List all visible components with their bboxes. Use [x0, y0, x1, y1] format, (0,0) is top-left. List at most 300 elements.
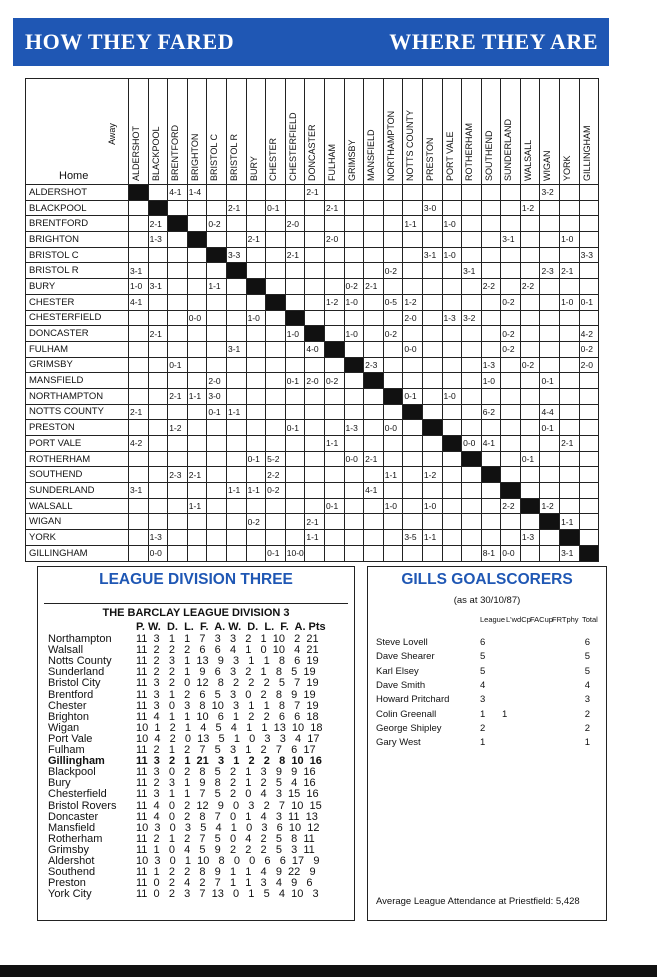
- league-team: Walsall: [48, 645, 84, 657]
- result-cell: [324, 247, 344, 263]
- result-cell: [422, 232, 442, 248]
- league-row: [48, 678, 319, 689]
- result-cell: [305, 388, 325, 404]
- column-team-name: GILLINGHAM: [581, 125, 592, 181]
- row-team-name: DONCASTER: [26, 326, 129, 342]
- result-cell: [129, 514, 149, 530]
- result-cell: 2-1: [364, 279, 384, 295]
- result-cell: [501, 467, 521, 483]
- result-cell: [246, 388, 266, 404]
- result-cell: [266, 341, 286, 357]
- grid-column-header: [324, 79, 344, 185]
- result-cell: [364, 420, 384, 436]
- league-stats: 11 4 1 1 10 6 1 2 2 6 6 18: [136, 710, 319, 723]
- column-team-name: BURY: [248, 156, 259, 181]
- scorer-name: George Shipley: [376, 722, 442, 734]
- scorer-total: 3: [584, 694, 590, 706]
- scorer-row: [376, 709, 590, 720]
- result-cell: [520, 404, 540, 420]
- results-grid: [25, 78, 599, 562]
- result-cell: 3-2: [540, 185, 560, 201]
- result-cell: [324, 279, 344, 295]
- result-cell: [481, 232, 501, 248]
- result-cell: 4-1: [129, 294, 149, 310]
- scorer-row: [376, 651, 590, 662]
- result-cell: 1-1: [226, 404, 246, 420]
- league-team: Bury: [48, 778, 71, 790]
- grid-column-header: [579, 79, 599, 185]
- league-header-stats: P. W. D. L. F. A. W. D. L. F. A. Pts: [136, 621, 326, 633]
- result-cell: [462, 530, 482, 546]
- result-cell: [364, 404, 384, 420]
- result-cell: [226, 357, 246, 373]
- league-team: Bristol Rovers: [48, 800, 117, 812]
- result-cell: 2-1: [364, 451, 384, 467]
- result-cell: [364, 436, 384, 452]
- result-cell: [560, 185, 580, 201]
- blank-diagonal-cell: [324, 341, 344, 357]
- result-cell: [187, 341, 207, 357]
- column-team-name: MANSFIELD: [366, 129, 377, 181]
- result-cell: [285, 404, 305, 420]
- result-cell: [168, 200, 188, 216]
- result-cell: [129, 216, 149, 232]
- league-team: Port Vale: [48, 733, 93, 745]
- league-team: Brentford: [48, 689, 94, 701]
- result-cell: 0-1: [540, 373, 560, 389]
- result-cell: 0-2: [383, 263, 403, 279]
- row-team-name: PORT VALE: [26, 436, 129, 452]
- result-cell: [560, 373, 580, 389]
- result-cell: [207, 530, 227, 546]
- result-cell: [579, 232, 599, 248]
- result-cell: [129, 310, 149, 326]
- result-cell: [266, 436, 286, 452]
- league-stats: 11 2 3 1 9 8 2 1 2 5 4 16: [136, 777, 316, 790]
- result-cell: 0-0: [148, 545, 168, 561]
- result-cell: [364, 185, 384, 201]
- column-team-name: FULHAM: [326, 143, 337, 181]
- result-cell: 2-1: [246, 232, 266, 248]
- grid-row: [26, 200, 599, 216]
- result-cell: [540, 310, 560, 326]
- result-cell: [462, 247, 482, 263]
- result-cell: 2-1: [226, 200, 246, 216]
- grid-column-header: [501, 79, 521, 185]
- result-cell: [226, 388, 246, 404]
- league-header: [48, 622, 326, 633]
- column-team-name: ROTHERHAM: [464, 123, 475, 181]
- blank-diagonal-cell: [442, 436, 462, 452]
- result-cell: 2-1: [305, 185, 325, 201]
- result-cell: [481, 514, 501, 530]
- league-team: Bristol City: [48, 678, 101, 690]
- result-cell: 2-1: [560, 263, 580, 279]
- goalscorers-title: GILLS GOALSCORERS: [401, 571, 573, 588]
- result-cell: [305, 357, 325, 373]
- result-cell: [481, 483, 501, 499]
- result-cell: [520, 483, 540, 499]
- scorer-league-goals: 2: [480, 722, 486, 734]
- league-stats: 11 2 2 1 9 6 3 2 1 8 5 19: [136, 666, 316, 679]
- result-cell: [246, 404, 266, 420]
- result-cell: [168, 498, 188, 514]
- column-team-name: ALDERSHOT: [131, 125, 141, 181]
- grid-column-header: [129, 79, 149, 185]
- result-cell: [442, 341, 462, 357]
- result-cell: [540, 545, 560, 561]
- result-cell: [422, 436, 442, 452]
- row-team-name: NOTTS COUNTY: [26, 404, 129, 420]
- column-team-name: PRESTON: [424, 137, 435, 181]
- results-table: [25, 78, 599, 562]
- league-team: Fulham: [48, 745, 85, 756]
- result-cell: [540, 341, 560, 357]
- result-cell: [344, 232, 364, 248]
- result-cell: [383, 310, 403, 326]
- result-cell: [579, 216, 599, 232]
- league-team: Mansfield: [48, 822, 96, 834]
- result-cell: [168, 373, 188, 389]
- result-cell: [501, 373, 521, 389]
- result-cell: [364, 294, 384, 310]
- column-team-name: BLACKPOOL: [150, 126, 161, 181]
- result-cell: 1-0: [560, 232, 580, 248]
- result-cell: [579, 514, 599, 530]
- result-cell: [520, 326, 540, 342]
- column-team-name: PORT VALE: [444, 131, 455, 181]
- result-cell: 2-2: [520, 279, 540, 295]
- result-cell: [207, 185, 227, 201]
- result-cell: [481, 263, 501, 279]
- result-cell: 3-1: [226, 341, 246, 357]
- result-cell: [187, 200, 207, 216]
- row-team-name: SOUTHEND: [26, 467, 129, 483]
- result-cell: [266, 216, 286, 232]
- result-cell: [305, 467, 325, 483]
- blank-diagonal-cell: [520, 498, 540, 514]
- result-cell: 0-2: [383, 326, 403, 342]
- result-cell: [207, 294, 227, 310]
- league-stats: 11 4 0 2 8 7 0 1 4 3 11 13: [136, 810, 318, 823]
- result-cell: 2-0: [305, 373, 325, 389]
- result-cell: [422, 185, 442, 201]
- result-cell: [285, 263, 305, 279]
- result-cell: [520, 388, 540, 404]
- result-cell: [148, 247, 168, 263]
- result-cell: [285, 200, 305, 216]
- result-cell: 0-0: [501, 545, 521, 561]
- result-cell: [540, 436, 560, 452]
- result-cell: [305, 310, 325, 326]
- result-cell: [246, 530, 266, 546]
- result-cell: [344, 216, 364, 232]
- result-cell: [226, 436, 246, 452]
- result-cell: [364, 232, 384, 248]
- scorer-total: 6: [584, 637, 590, 648]
- result-cell: [129, 451, 149, 467]
- league-row: [48, 801, 322, 812]
- result-cell: [560, 404, 580, 420]
- result-cell: 1-0: [285, 326, 305, 342]
- result-cell: [560, 310, 580, 326]
- grid-row: [26, 545, 599, 561]
- result-cell: [383, 436, 403, 452]
- result-cell: [187, 357, 207, 373]
- scorer-row: [376, 694, 590, 705]
- result-cell: [324, 451, 344, 467]
- result-cell: [148, 357, 168, 373]
- result-cell: [187, 247, 207, 263]
- result-cell: [246, 263, 266, 279]
- league-team: Brighton: [48, 711, 89, 723]
- result-cell: 0-1: [579, 294, 599, 310]
- result-cell: [226, 326, 246, 342]
- result-cell: [246, 373, 266, 389]
- result-cell: [442, 420, 462, 436]
- result-cell: 0-2: [520, 357, 540, 373]
- result-cell: [540, 388, 560, 404]
- result-cell: 2-1: [168, 388, 188, 404]
- result-cell: 1-4: [187, 185, 207, 201]
- result-cell: 0-0: [462, 436, 482, 452]
- result-cell: [246, 357, 266, 373]
- result-cell: 1-0: [442, 247, 462, 263]
- result-cell: [481, 420, 501, 436]
- result-cell: [285, 436, 305, 452]
- result-cell: [285, 388, 305, 404]
- result-cell: [520, 247, 540, 263]
- result-cell: [560, 451, 580, 467]
- result-cell: [129, 326, 149, 342]
- result-cell: [187, 326, 207, 342]
- row-team-name: WIGAN: [26, 514, 129, 530]
- result-cell: [520, 185, 540, 201]
- scorer-league-goals: 5: [480, 665, 486, 677]
- result-cell: [168, 436, 188, 452]
- result-cell: [148, 467, 168, 483]
- result-cell: [168, 294, 188, 310]
- result-cell: [560, 388, 580, 404]
- header-total: Total: [582, 615, 598, 624]
- result-cell: [187, 373, 207, 389]
- result-cell: [187, 294, 207, 310]
- blank-diagonal-cell: [285, 310, 305, 326]
- scorer-league-goals: 1: [480, 737, 486, 749]
- result-cell: [285, 530, 305, 546]
- result-cell: 1-0: [383, 498, 403, 514]
- result-cell: [305, 294, 325, 310]
- result-cell: 2-1: [285, 247, 305, 263]
- result-cell: [462, 420, 482, 436]
- result-cell: [403, 326, 423, 342]
- result-cell: 3-1: [501, 232, 521, 248]
- result-cell: [324, 326, 344, 342]
- result-cell: [324, 185, 344, 201]
- league-stats: 11 2 1 2 7 5 0 4 2 5 8 11: [136, 832, 315, 845]
- result-cell: [168, 530, 188, 546]
- result-cell: 0-2: [246, 514, 266, 530]
- result-cell: 2-3: [540, 263, 560, 279]
- result-cell: 3-3: [226, 247, 246, 263]
- scorer-row: [376, 723, 590, 734]
- column-team-name: CHESTER: [268, 137, 279, 181]
- result-cell: [383, 341, 403, 357]
- scorer-league-goals: 6: [480, 637, 486, 648]
- result-cell: [148, 341, 168, 357]
- result-cell: [364, 530, 384, 546]
- result-cell: 3-1: [129, 263, 149, 279]
- result-cell: [540, 357, 560, 373]
- scorer-name: Steve Lovell: [376, 637, 428, 648]
- result-cell: 5-2: [266, 451, 286, 467]
- result-cell: [266, 373, 286, 389]
- result-cell: [501, 436, 521, 452]
- result-cell: [579, 530, 599, 546]
- result-cell: [226, 420, 246, 436]
- result-cell: [207, 200, 227, 216]
- scorer-lwdcp-goals: [502, 737, 524, 748]
- scorer-name: Karl Elsey: [376, 665, 419, 677]
- scorer-total: 5: [584, 651, 590, 663]
- column-team-name: SUNDERLAND: [503, 118, 514, 181]
- result-cell: 1-0: [560, 294, 580, 310]
- result-cell: 2-1: [129, 404, 149, 420]
- result-cell: [462, 216, 482, 232]
- result-cell: [226, 310, 246, 326]
- result-cell: [129, 545, 149, 561]
- result-cell: [129, 498, 149, 514]
- grid-row: [26, 498, 599, 514]
- result-cell: 1-2: [520, 200, 540, 216]
- result-cell: [422, 310, 442, 326]
- scorer-name: Colin Greenall: [376, 708, 437, 720]
- result-cell: [324, 545, 344, 561]
- result-cell: [168, 326, 188, 342]
- scorer-total: 2: [584, 708, 590, 720]
- league-stats: 11 3 1 1 7 5 2 0 4 3 15 16: [136, 788, 319, 801]
- result-cell: 10-0: [285, 545, 305, 561]
- result-cell: [481, 200, 501, 216]
- league-stats: 11 2 2 2 6 6 4 1 0 10 4 21: [136, 644, 319, 657]
- result-cell: [422, 404, 442, 420]
- result-cell: 0-1: [246, 451, 266, 467]
- result-cell: [481, 216, 501, 232]
- result-cell: [207, 310, 227, 326]
- result-cell: [207, 326, 227, 342]
- blank-diagonal-cell: [560, 530, 580, 546]
- result-cell: [442, 483, 462, 499]
- result-cell: [187, 420, 207, 436]
- result-cell: [462, 514, 482, 530]
- result-cell: [305, 498, 325, 514]
- result-cell: [324, 310, 344, 326]
- result-cell: [442, 263, 462, 279]
- header-facup: FACup: [530, 615, 553, 624]
- scorer-lwdcp-goals: [502, 723, 524, 734]
- blank-diagonal-cell: [383, 388, 403, 404]
- grid-column-header: [560, 79, 580, 185]
- result-cell: [540, 451, 560, 467]
- result-cell: [129, 357, 149, 373]
- result-cell: [246, 498, 266, 514]
- result-cell: 1-3: [148, 530, 168, 546]
- result-cell: [540, 216, 560, 232]
- result-cell: [383, 247, 403, 263]
- result-cell: [344, 341, 364, 357]
- result-cell: [129, 388, 149, 404]
- result-cell: [560, 483, 580, 499]
- result-cell: [168, 310, 188, 326]
- scorer-name: Dave Smith: [376, 679, 426, 691]
- goalscorers-date: (as at 30/10/87): [453, 595, 521, 606]
- result-cell: [422, 451, 442, 467]
- result-cell: [579, 498, 599, 514]
- result-cell: 1-1: [207, 279, 227, 295]
- result-cell: [540, 326, 560, 342]
- blank-diagonal-cell: [364, 373, 384, 389]
- column-team-name: NORTHAMPTON: [385, 110, 396, 181]
- result-cell: [520, 294, 540, 310]
- result-cell: 1-0: [344, 326, 364, 342]
- result-cell: [226, 294, 246, 310]
- result-cell: [285, 279, 305, 295]
- result-cell: [285, 514, 305, 530]
- result-cell: 1-3: [148, 232, 168, 248]
- result-cell: 3-1: [148, 279, 168, 295]
- banner: [13, 18, 609, 66]
- result-cell: [501, 388, 521, 404]
- result-cell: [344, 373, 364, 389]
- league-team: Northampton: [48, 634, 112, 645]
- result-cell: [560, 247, 580, 263]
- result-cell: [364, 514, 384, 530]
- banner-left-title: HOW THEY FARED: [25, 29, 235, 54]
- result-cell: 0-0: [344, 451, 364, 467]
- scorer-total: 2: [584, 722, 590, 734]
- result-cell: 0-1: [520, 451, 540, 467]
- blank-diagonal-cell: [462, 451, 482, 467]
- league-team: York City: [48, 889, 92, 901]
- result-cell: [246, 200, 266, 216]
- row-team-name: NORTHAMPTON: [26, 388, 129, 404]
- result-cell: [344, 467, 364, 483]
- row-team-name: BRISTOL R: [26, 263, 129, 279]
- row-team-name: BRENTFORD: [26, 216, 129, 232]
- row-team-name: BURY: [26, 279, 129, 295]
- result-cell: 3-0: [207, 388, 227, 404]
- scorer-lwdcp-goals: [502, 666, 524, 677]
- league-team: Doncaster: [48, 811, 99, 823]
- scorer-row: [376, 666, 590, 677]
- result-cell: [462, 545, 482, 561]
- column-team-name: NOTTS COUNTY: [405, 110, 416, 181]
- league-team: Preston: [48, 878, 86, 890]
- result-cell: [462, 388, 482, 404]
- grid-row: [26, 263, 599, 279]
- result-cell: 2-0: [403, 310, 423, 326]
- result-cell: [226, 467, 246, 483]
- result-cell: [442, 373, 462, 389]
- result-cell: [226, 514, 246, 530]
- scorer-lwdcp-goals: [502, 637, 524, 648]
- result-cell: [364, 263, 384, 279]
- result-cell: 0-1: [285, 373, 305, 389]
- result-cell: 3-1: [560, 545, 580, 561]
- result-cell: [344, 545, 364, 561]
- result-cell: 2-1: [148, 216, 168, 232]
- result-cell: 1-1: [383, 467, 403, 483]
